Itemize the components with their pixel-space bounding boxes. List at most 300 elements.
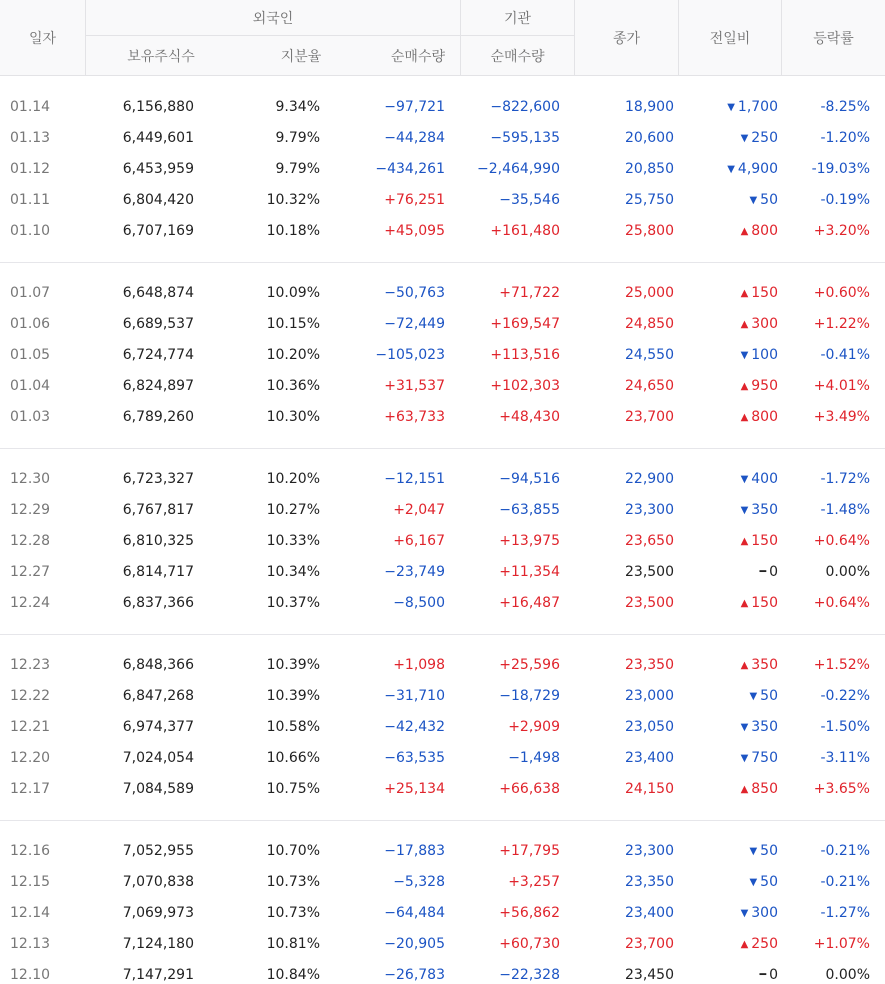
foreign-net-cell: −97,721 [384, 99, 445, 115]
table-row [0, 650, 885, 681]
foreign-net-cell: −5,328 [393, 874, 445, 890]
inst-net-cell: −18,729 [499, 688, 560, 704]
table-row [0, 92, 885, 123]
change-cell [688, 712, 778, 743]
change-value: 850 [751, 781, 778, 797]
arrow-up-icon: ▲ [740, 536, 749, 547]
arrow-down-icon: ▼ [749, 846, 758, 857]
header-foreign: 외국인 [252, 10, 294, 27]
ratio-cell: 10.70% [266, 843, 320, 859]
change-cell [688, 309, 778, 340]
table-row [0, 681, 885, 712]
rate-cell: -1.72% [820, 471, 870, 487]
table-row [0, 278, 885, 309]
header-divider [460, 0, 461, 76]
close-cell: 23,400 [625, 750, 674, 766]
row-group [0, 262, 885, 448]
ratio-cell: 10.73% [266, 905, 320, 921]
header-divider [85, 0, 86, 76]
ratio-cell: 10.39% [266, 657, 320, 673]
close-cell: 22,900 [625, 471, 674, 487]
foreign-net-cell: −50,763 [384, 285, 445, 301]
ratio-cell: 10.37% [266, 595, 320, 611]
table-row [0, 588, 885, 619]
change-cell [688, 340, 778, 371]
change-cell [688, 960, 778, 984]
inst-net-cell: −63,855 [499, 502, 560, 518]
table-row [0, 774, 885, 805]
close-cell: 20,850 [625, 161, 674, 177]
foreign-net-cell: +63,733 [384, 409, 445, 425]
close-cell: 25,000 [625, 285, 674, 301]
dash-icon: ━ [759, 968, 767, 981]
change-value: 750 [751, 750, 778, 766]
foreign-net-cell: −44,284 [384, 130, 445, 146]
foreign-net-cell: −105,023 [375, 347, 445, 363]
table-row [0, 526, 885, 557]
holdings-cell: 6,789,260 [122, 409, 194, 425]
arrow-up-icon: ▲ [740, 660, 749, 671]
inst-net-cell: −35,546 [499, 192, 560, 208]
arrow-down-icon: ▼ [740, 505, 749, 516]
row-group [0, 76, 885, 262]
rate-cell: +1.52% [813, 657, 870, 673]
ratio-cell: 10.81% [266, 936, 320, 952]
table-row [0, 960, 885, 984]
holdings-cell: 6,707,169 [122, 223, 194, 239]
holdings-cell: 7,070,838 [122, 874, 194, 890]
arrow-down-icon: ▼ [740, 133, 749, 144]
close-cell: 23,000 [625, 688, 674, 704]
date-cell: 12.20 [10, 750, 51, 766]
table-row [0, 123, 885, 154]
arrow-down-icon: ▼ [740, 722, 749, 733]
close-cell: 23,050 [625, 719, 674, 735]
date-cell: 01.03 [10, 409, 51, 425]
ratio-cell: 10.18% [266, 223, 320, 239]
table-row [0, 402, 885, 433]
row-group [0, 448, 885, 634]
rate-cell: -1.48% [820, 502, 870, 518]
ratio-cell: 10.75% [266, 781, 320, 797]
table-row [0, 216, 885, 247]
close-cell: 25,750 [625, 192, 674, 208]
change-value: 800 [751, 409, 778, 425]
date-cell: 01.12 [10, 161, 51, 177]
date-cell: 01.10 [10, 223, 51, 239]
table-row [0, 712, 885, 743]
foreign-net-cell: −42,432 [384, 719, 445, 735]
arrow-down-icon: ▼ [749, 691, 758, 702]
inst-net-cell: −22,328 [499, 967, 560, 983]
table-row [0, 743, 885, 774]
holdings-cell: 6,810,325 [122, 533, 194, 549]
inst-net-cell: −94,516 [499, 471, 560, 487]
holdings-cell: 7,124,180 [122, 936, 194, 952]
change-value: 350 [751, 719, 778, 735]
rate-cell: -0.21% [820, 874, 870, 890]
ratio-cell: 10.84% [266, 967, 320, 983]
holdings-cell: 7,024,054 [122, 750, 194, 766]
rate-cell: -0.19% [820, 192, 870, 208]
inst-net-cell: +161,480 [490, 223, 560, 239]
rate-cell: +1.22% [813, 316, 870, 332]
date-cell: 12.10 [10, 967, 51, 983]
table-row [0, 185, 885, 216]
change-value: 300 [751, 905, 778, 921]
foreign-net-cell: −23,749 [384, 564, 445, 580]
ratio-cell: 10.32% [266, 192, 320, 208]
ratio-cell: 10.09% [266, 285, 320, 301]
inst-net-cell: +11,354 [499, 564, 560, 580]
holdings-cell: 6,824,897 [122, 378, 194, 394]
rate-cell: +3.49% [813, 409, 870, 425]
foreign-net-cell: −434,261 [375, 161, 445, 177]
change-value: 4,900 [737, 161, 778, 177]
inst-net-cell: +17,795 [499, 843, 560, 859]
holdings-cell: 6,156,880 [122, 99, 194, 115]
dash-icon: ━ [759, 565, 767, 578]
close-cell: 24,150 [625, 781, 674, 797]
change-value: 150 [751, 285, 778, 301]
date-cell: 12.28 [10, 533, 51, 549]
date-cell: 01.13 [10, 130, 51, 146]
rate-cell: -1.50% [820, 719, 870, 735]
arrow-up-icon: ▲ [740, 939, 749, 950]
inst-net-cell: +13,975 [499, 533, 560, 549]
group-divider [0, 448, 885, 449]
arrow-down-icon: ▼ [749, 877, 758, 888]
inst-net-cell: +60,730 [499, 936, 560, 952]
change-value: 950 [751, 378, 778, 394]
close-cell: 18,900 [625, 99, 674, 115]
holdings-cell: 6,814,717 [122, 564, 194, 580]
arrow-up-icon: ▲ [740, 784, 749, 795]
ratio-cell: 10.36% [266, 378, 320, 394]
table-header [0, 0, 885, 76]
date-cell: 12.29 [10, 502, 51, 518]
inst-net-cell: −595,135 [490, 130, 560, 146]
foreign-net-cell: −26,783 [384, 967, 445, 983]
date-cell: 01.11 [10, 192, 51, 208]
rate-cell: -1.27% [820, 905, 870, 921]
header-divider [574, 0, 575, 76]
change-value: 350 [751, 502, 778, 518]
change-cell [688, 216, 778, 247]
header-change: 전일비 [709, 31, 751, 47]
arrow-up-icon: ▲ [740, 319, 749, 330]
date-cell: 12.21 [10, 719, 51, 735]
arrow-up-icon: ▲ [740, 226, 749, 237]
inst-net-cell: +113,516 [490, 347, 560, 363]
ratio-cell: 10.20% [266, 471, 320, 487]
foreign-net-cell: −31,710 [384, 688, 445, 704]
arrow-down-icon: ▼ [740, 753, 749, 764]
rate-cell: +0.64% [813, 595, 870, 611]
row-group [0, 634, 885, 820]
change-value: 150 [751, 533, 778, 549]
holdings-cell: 6,837,366 [122, 595, 194, 611]
header-divider [86, 35, 574, 36]
date-cell: 01.14 [10, 99, 51, 115]
change-cell [688, 929, 778, 960]
change-cell [688, 526, 778, 557]
rate-cell: +3.20% [813, 223, 870, 239]
change-value: 1,700 [737, 99, 778, 115]
date-cell: 01.06 [10, 316, 51, 332]
row-group [0, 820, 885, 984]
date-cell: 12.17 [10, 781, 51, 797]
foreign-net-cell: +45,095 [384, 223, 445, 239]
change-cell [688, 92, 778, 123]
arrow-down-icon: ▼ [740, 908, 749, 919]
change-cell [688, 836, 778, 867]
change-value: 800 [751, 223, 778, 239]
close-cell: 24,850 [625, 316, 674, 332]
foreign-net-cell: +31,537 [384, 378, 445, 394]
inst-net-cell: +169,547 [490, 316, 560, 332]
ratio-cell: 10.73% [266, 874, 320, 890]
ratio-cell: 9.79% [275, 161, 320, 177]
close-cell: 25,800 [625, 223, 674, 239]
date-cell: 12.14 [10, 905, 51, 921]
inst-net-cell: +71,722 [499, 285, 560, 301]
inst-net-cell: +102,303 [490, 378, 560, 394]
rate-cell: +3.65% [813, 781, 870, 797]
foreign-net-cell: +25,134 [384, 781, 445, 797]
change-value: 300 [751, 316, 778, 332]
inst-net-cell: +25,596 [499, 657, 560, 673]
date-cell: 12.13 [10, 936, 51, 952]
rate-cell: 0.00% [825, 967, 870, 983]
rate-cell: -0.21% [820, 843, 870, 859]
ratio-cell: 10.66% [266, 750, 320, 766]
date-cell: 01.05 [10, 347, 51, 363]
table-row [0, 340, 885, 371]
change-value: 250 [751, 936, 778, 952]
change-value: 400 [751, 471, 778, 487]
date-cell: 12.24 [10, 595, 51, 611]
holdings-cell: 6,767,817 [122, 502, 194, 518]
rate-cell: -0.41% [820, 347, 870, 363]
arrow-down-icon: ▼ [727, 164, 735, 175]
change-value: 0 [769, 967, 778, 983]
table-row [0, 557, 885, 588]
rate-cell: -0.22% [820, 688, 870, 704]
date-cell: 12.30 [10, 471, 51, 487]
change-value: 0 [769, 564, 778, 580]
change-cell [688, 774, 778, 805]
arrow-down-icon: ▼ [749, 195, 758, 206]
header-divider [678, 0, 679, 76]
change-cell [688, 371, 778, 402]
table-row [0, 836, 885, 867]
table-row [0, 154, 885, 185]
holdings-cell: 6,974,377 [122, 719, 194, 735]
inst-net-cell: +2,909 [508, 719, 560, 735]
rate-cell: +0.60% [813, 285, 870, 301]
ratio-cell: 10.27% [266, 502, 320, 518]
table-row [0, 867, 885, 898]
holdings-cell: 7,147,291 [122, 967, 194, 983]
arrow-down-icon: ▼ [740, 474, 749, 485]
table-row [0, 464, 885, 495]
table-row [0, 898, 885, 929]
change-cell [688, 898, 778, 929]
change-value: 50 [760, 688, 778, 704]
arrow-up-icon: ▲ [740, 412, 749, 423]
header-close: 종가 [612, 31, 641, 47]
holdings-cell: 6,449,601 [122, 130, 194, 146]
foreign-net-cell: −72,449 [384, 316, 445, 332]
close-cell: 23,650 [625, 533, 674, 549]
change-cell [688, 557, 778, 588]
header-divider [781, 0, 782, 76]
arrow-down-icon: ▼ [740, 350, 749, 361]
date-cell: 01.04 [10, 378, 51, 394]
foreign-net-cell: −64,484 [384, 905, 445, 921]
header-institution: 기관 [503, 10, 532, 27]
inst-net-cell: +56,862 [499, 905, 560, 921]
date-cell: 12.22 [10, 688, 51, 704]
rate-cell: -1.20% [820, 130, 870, 146]
close-cell: 23,350 [625, 874, 674, 890]
change-value: 50 [760, 843, 778, 859]
close-cell: 23,700 [625, 409, 674, 425]
change-cell [688, 185, 778, 216]
close-cell: 23,500 [625, 595, 674, 611]
foreign-net-cell: −20,905 [384, 936, 445, 952]
close-cell: 24,650 [625, 378, 674, 394]
change-value: 50 [760, 874, 778, 890]
date-cell: 12.23 [10, 657, 51, 673]
close-cell: 24,550 [625, 347, 674, 363]
foreign-net-cell: −17,883 [384, 843, 445, 859]
change-cell [688, 278, 778, 309]
close-cell: 20,600 [625, 130, 674, 146]
change-value: 50 [760, 192, 778, 208]
header-rate: 등락률 [813, 31, 854, 47]
change-value: 150 [751, 595, 778, 611]
foreign-net-cell: −63,535 [384, 750, 445, 766]
rate-cell: +1.07% [813, 936, 870, 952]
header-net-foreign: 순매수량 [390, 49, 445, 65]
rate-cell: -19.03% [811, 161, 870, 177]
arrow-up-icon: ▲ [740, 288, 749, 299]
close-cell: 23,500 [625, 564, 674, 580]
arrow-up-icon: ▲ [740, 598, 749, 609]
holdings-cell: 6,689,537 [122, 316, 194, 332]
change-cell [688, 154, 778, 185]
holdings-cell: 6,848,366 [122, 657, 194, 673]
change-cell [688, 464, 778, 495]
close-cell: 23,400 [625, 905, 674, 921]
ratio-cell: 10.34% [266, 564, 320, 580]
rate-cell: +4.01% [813, 378, 870, 394]
change-cell [688, 650, 778, 681]
change-cell [688, 123, 778, 154]
holdings-cell: 6,648,874 [122, 285, 194, 301]
date-cell: 12.27 [10, 564, 51, 580]
close-cell: 23,450 [625, 967, 674, 983]
holdings-cell: 7,069,973 [122, 905, 194, 921]
ratio-cell: 9.34% [275, 99, 320, 115]
ratio-cell: 10.58% [266, 719, 320, 735]
inst-net-cell: −822,600 [490, 99, 560, 115]
rate-cell: -3.11% [820, 750, 870, 766]
change-cell [688, 495, 778, 526]
header-net-inst: 순매수량 [490, 49, 545, 65]
group-divider [0, 634, 885, 635]
header-date: 일자 [28, 31, 57, 47]
table-row [0, 495, 885, 526]
holdings-cell: 7,084,589 [122, 781, 194, 797]
foreign-net-cell: −12,151 [384, 471, 445, 487]
close-cell: 23,700 [625, 936, 674, 952]
holdings-cell: 6,804,420 [122, 192, 194, 208]
foreign-net-cell: +76,251 [384, 192, 445, 208]
change-value: 100 [751, 347, 778, 363]
change-value: 350 [751, 657, 778, 673]
table-row [0, 309, 885, 340]
change-cell [688, 867, 778, 898]
holdings-cell: 6,723,327 [122, 471, 194, 487]
header-holdings: 보유주식수 [127, 49, 195, 65]
close-cell: 23,300 [625, 502, 674, 518]
change-cell [688, 681, 778, 712]
holdings-cell: 6,724,774 [122, 347, 194, 363]
ratio-cell: 10.20% [266, 347, 320, 363]
ratio-cell: 10.33% [266, 533, 320, 549]
holdings-cell: 7,052,955 [122, 843, 194, 859]
foreign-net-cell: +6,167 [393, 533, 445, 549]
inst-net-cell: +3,257 [508, 874, 560, 890]
inst-net-cell: +16,487 [499, 595, 560, 611]
table-row [0, 371, 885, 402]
change-cell [688, 402, 778, 433]
foreign-net-cell: +2,047 [393, 502, 445, 518]
inst-net-cell: +66,638 [499, 781, 560, 797]
close-cell: 23,300 [625, 843, 674, 859]
change-cell [688, 588, 778, 619]
inst-net-cell: −1,498 [508, 750, 560, 766]
holdings-cell: 6,847,268 [122, 688, 194, 704]
arrow-down-icon: ▼ [727, 102, 735, 113]
header-ratio: 지분율 [280, 49, 322, 65]
close-cell: 23,350 [625, 657, 674, 673]
change-cell [688, 743, 778, 774]
foreign-net-cell: −8,500 [393, 595, 445, 611]
rate-cell: +0.64% [813, 533, 870, 549]
ratio-cell: 10.39% [266, 688, 320, 704]
date-cell: 01.07 [10, 285, 51, 301]
date-cell: 12.16 [10, 843, 51, 859]
group-divider [0, 820, 885, 821]
date-cell: 12.15 [10, 874, 51, 890]
rate-cell: 0.00% [825, 564, 870, 580]
foreign-net-cell: +1,098 [393, 657, 445, 673]
inst-net-cell: +48,430 [499, 409, 560, 425]
ratio-cell: 10.30% [266, 409, 320, 425]
inst-net-cell: −2,464,990 [477, 161, 560, 177]
ratio-cell: 10.15% [266, 316, 320, 332]
group-divider [0, 262, 885, 263]
rate-cell: -8.25% [820, 99, 870, 115]
change-value: 250 [751, 130, 778, 146]
holdings-cell: 6,453,959 [122, 161, 194, 177]
table-row [0, 929, 885, 960]
arrow-up-icon: ▲ [740, 381, 749, 392]
